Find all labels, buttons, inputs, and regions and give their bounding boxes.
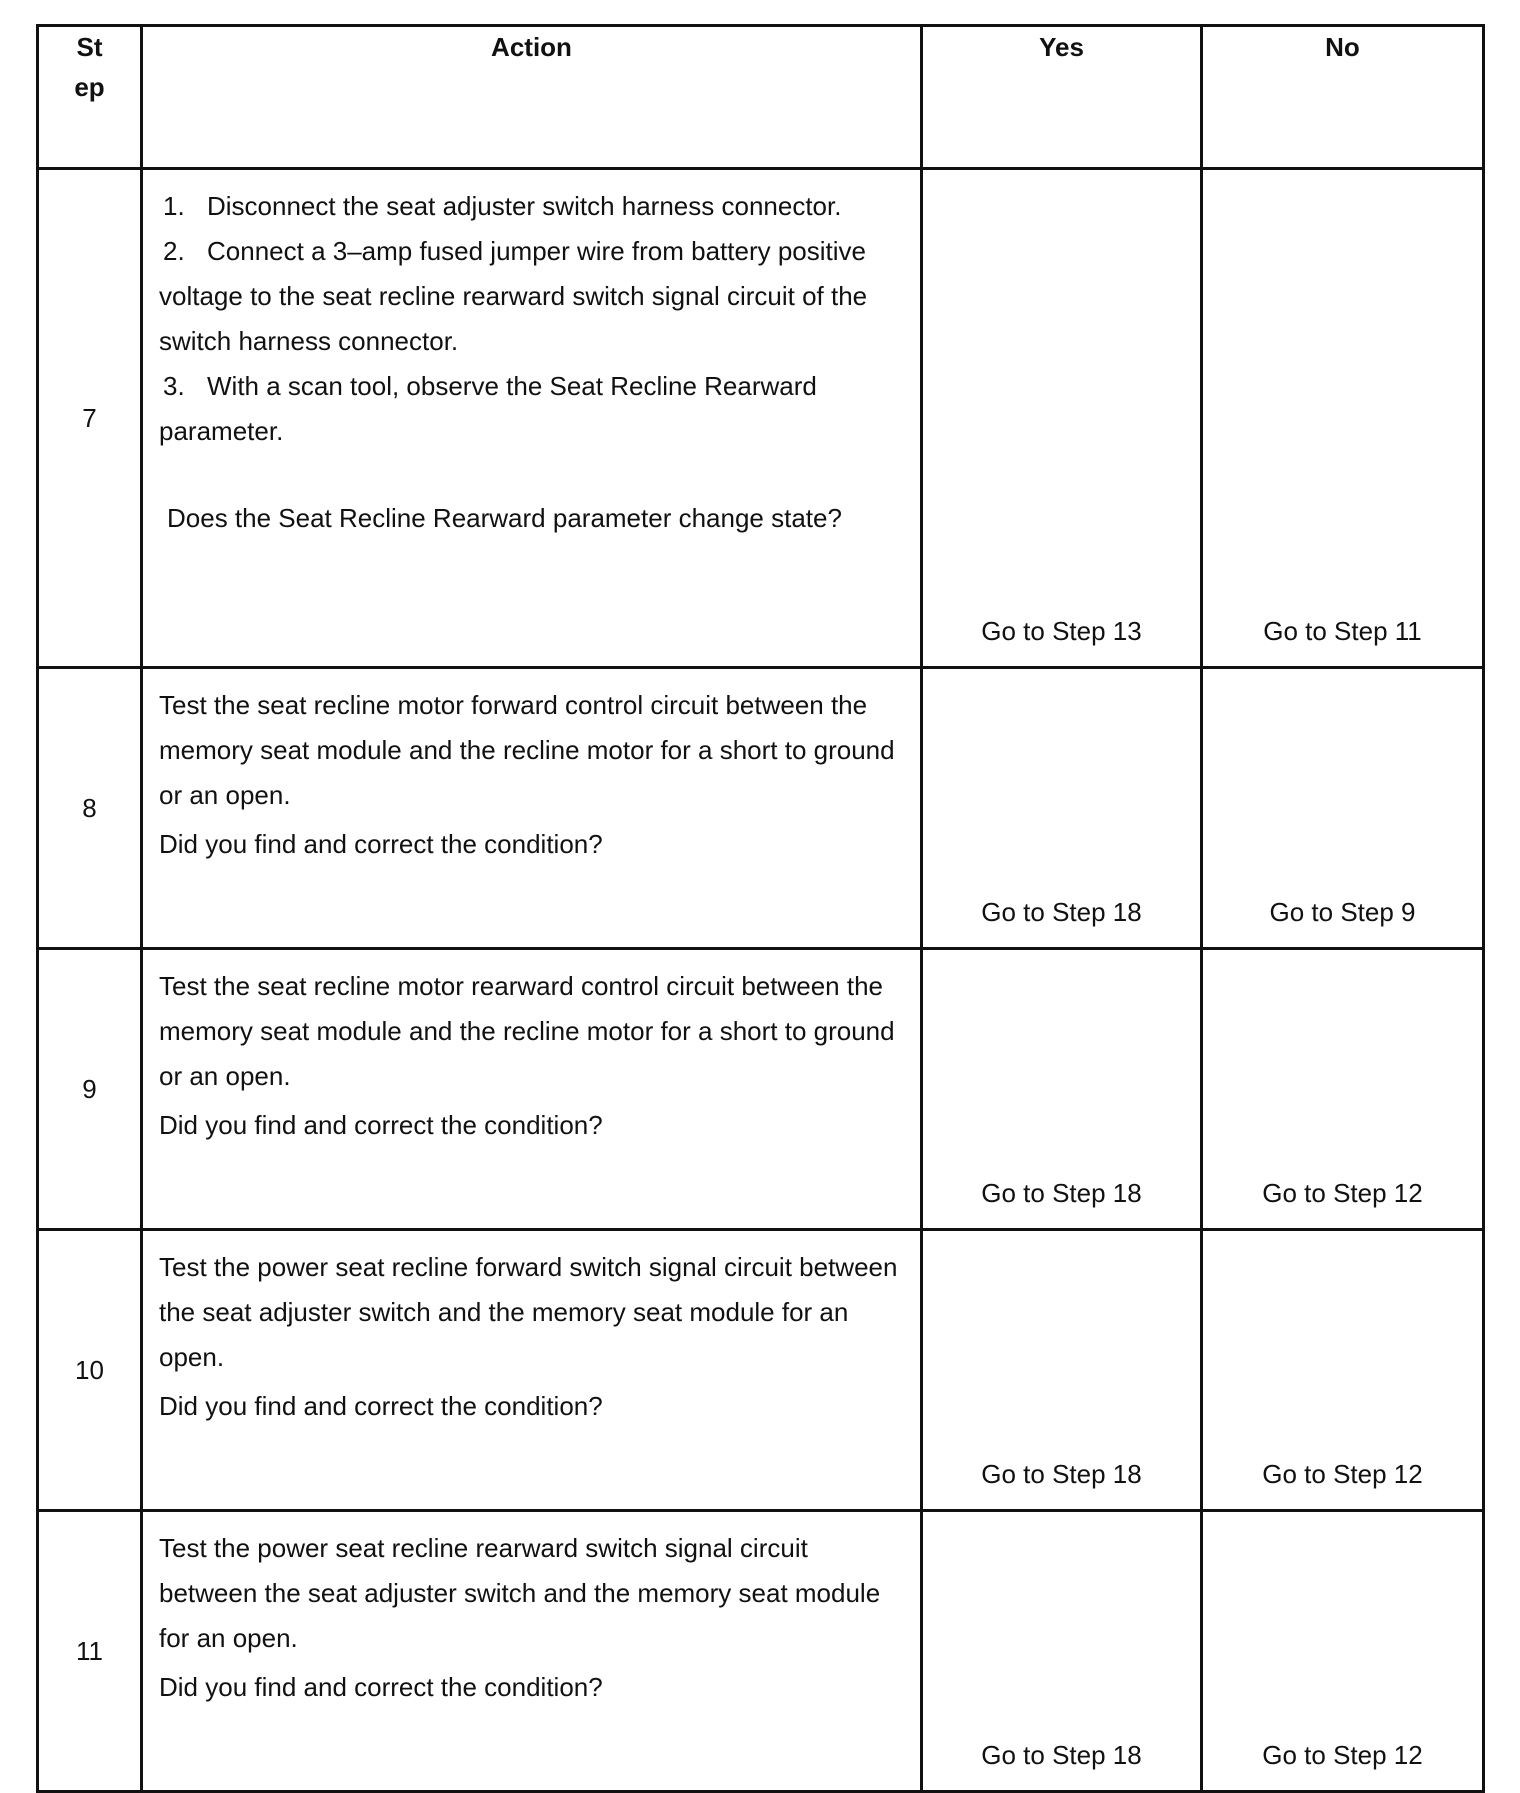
no-result: Go to Step 11 bbox=[1202, 169, 1484, 668]
table-row bbox=[38, 1511, 1484, 1792]
action-text: Test the power seat recline rearward switch signal circuit between the seat adjuster switch and the memory seat module for an open. bbox=[159, 1533, 881, 1653]
item-text: With a scan tool, observe the Seat Recline Rearward parameter. bbox=[159, 371, 817, 446]
action-text: Test the seat recline motor rearward control circuit between the memory seat module and the recline motor for a short to ground or an open. bbox=[159, 971, 895, 1091]
action-cell bbox=[142, 949, 922, 1230]
header-action: Action bbox=[142, 26, 922, 169]
action-question: Does the Seat Recline Rearward parameter change state? bbox=[167, 503, 842, 533]
yes-result: Go to Step 18 bbox=[922, 949, 1202, 1230]
step-number: 7 bbox=[38, 169, 142, 668]
action-item bbox=[159, 364, 906, 454]
no-result: Go to Step 12 bbox=[1202, 1511, 1484, 1792]
action-question: Did you find and correct the condition? bbox=[159, 1110, 603, 1140]
item-number: 2. bbox=[163, 236, 185, 266]
step-number: 10 bbox=[38, 1230, 142, 1511]
item-number: 3. bbox=[163, 371, 185, 401]
header-step-line1: St bbox=[76, 32, 103, 62]
table-row bbox=[38, 949, 1484, 1230]
item-text: Connect a 3–amp fused jumper wire from battery positive voltage to the seat recline rearward switch signal circuit of the switch harness connector. bbox=[159, 236, 868, 356]
table-row bbox=[38, 668, 1484, 949]
header-step-line2: ep bbox=[74, 72, 105, 102]
yes-result: Go to Step 13 bbox=[922, 169, 1202, 668]
action-item bbox=[159, 184, 906, 229]
table-row bbox=[38, 169, 1484, 668]
step-number: 8 bbox=[38, 668, 142, 949]
no-result: Go to Step 12 bbox=[1202, 1230, 1484, 1511]
action-cell bbox=[142, 1230, 922, 1511]
action-question: Did you find and correct the condition? bbox=[159, 1391, 603, 1421]
item-text: Disconnect the seat adjuster switch harness connector. bbox=[207, 191, 842, 221]
action-text: Test the power seat recline forward switch signal circuit between the seat adjuster switch and the memory seat module for an open. bbox=[159, 1252, 898, 1372]
action-cell bbox=[142, 169, 922, 668]
table-row bbox=[38, 1230, 1484, 1511]
header-yes: Yes bbox=[922, 26, 1202, 169]
action-question: Did you find and correct the condition? bbox=[159, 829, 603, 859]
action-question: Did you find and correct the condition? bbox=[159, 1672, 603, 1702]
diagnostic-table bbox=[36, 24, 1485, 1793]
action-text: Test the seat recline motor forward control circuit between the memory seat module and the recline motor for a short to ground or an open. bbox=[159, 690, 895, 810]
step-number: 11 bbox=[38, 1511, 142, 1792]
yes-result: Go to Step 18 bbox=[922, 1230, 1202, 1511]
header-row bbox=[38, 26, 1484, 169]
no-result: Go to Step 12 bbox=[1202, 949, 1484, 1230]
step-number: 9 bbox=[38, 949, 142, 1230]
action-cell bbox=[142, 668, 922, 949]
no-result: Go to Step 9 bbox=[1202, 668, 1484, 949]
header-no: No bbox=[1202, 26, 1484, 169]
yes-result: Go to Step 18 bbox=[922, 668, 1202, 949]
header-step bbox=[38, 26, 142, 169]
action-item bbox=[159, 229, 906, 364]
action-cell bbox=[142, 1511, 922, 1792]
item-number: 1. bbox=[163, 191, 185, 221]
yes-result: Go to Step 18 bbox=[922, 1511, 1202, 1792]
